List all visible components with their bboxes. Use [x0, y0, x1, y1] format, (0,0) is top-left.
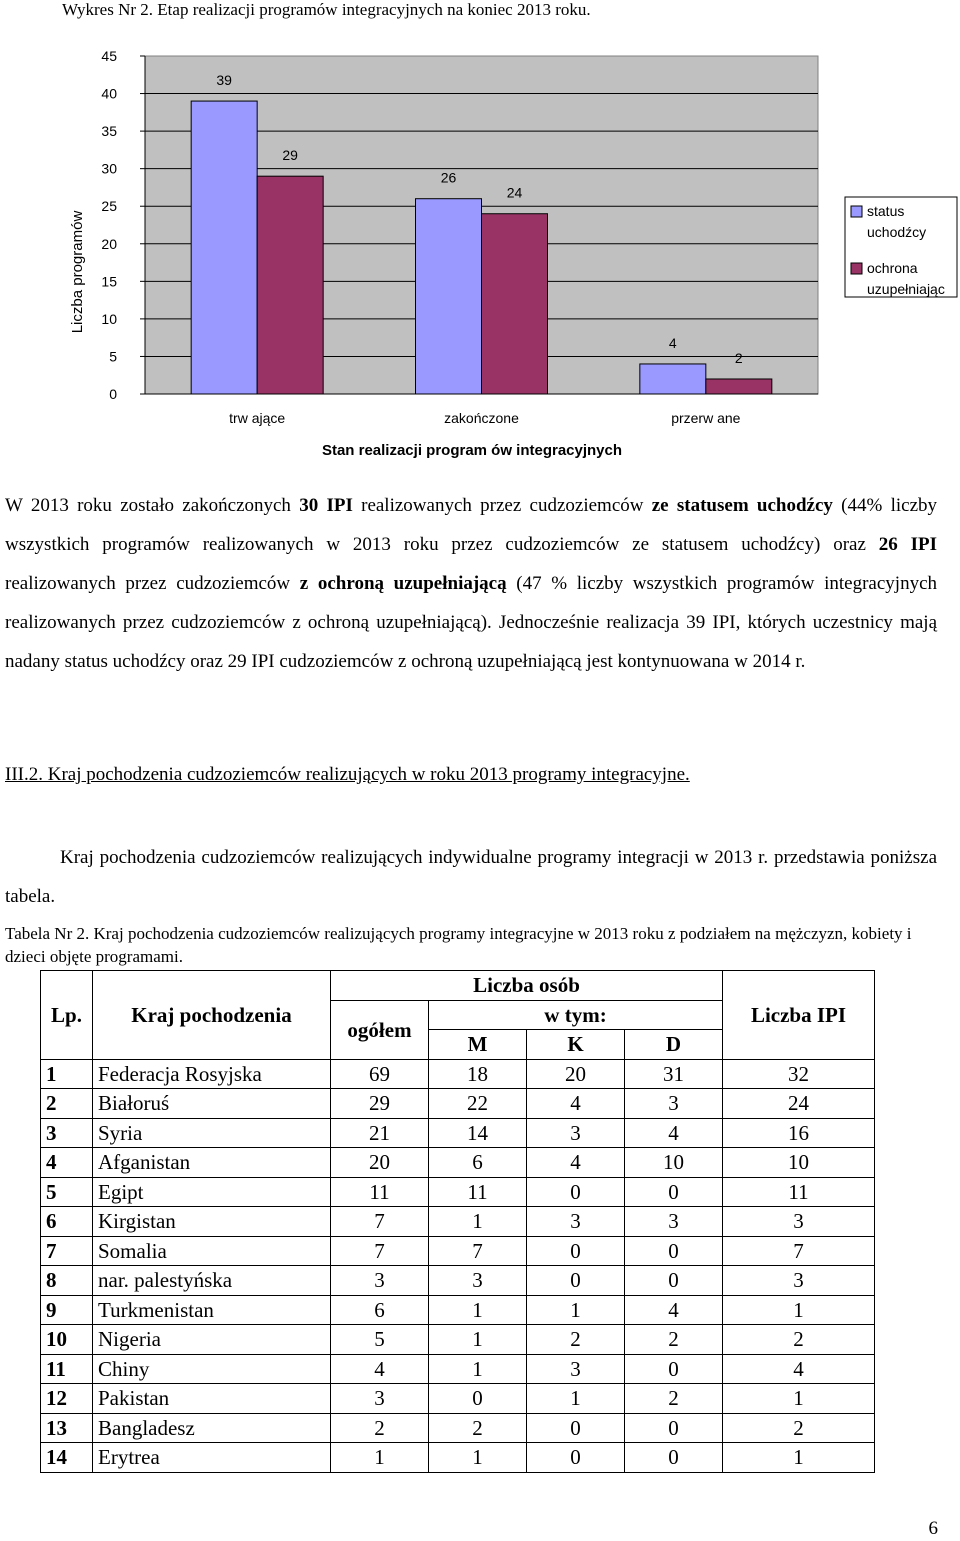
cell-value: 1	[331, 1443, 429, 1473]
y-tick-label: 0	[109, 386, 117, 402]
cell-value: 4	[625, 1118, 723, 1148]
cell-value: 3	[625, 1207, 723, 1237]
data-label: 29	[282, 147, 298, 164]
table-body	[41, 1059, 875, 1472]
cell-lp: 11	[41, 1354, 93, 1384]
cell-value: 20	[331, 1148, 429, 1178]
cell-value: 3	[527, 1354, 625, 1384]
cell-value: 3	[625, 1089, 723, 1119]
cell-value: 2	[625, 1325, 723, 1355]
bar	[191, 101, 257, 394]
y-tick-label: 30	[101, 160, 117, 177]
cell-value: 3	[723, 1207, 875, 1237]
p1-text-a: W 2013 roku zostało zakończonych	[5, 495, 300, 516]
cell-value: 3	[723, 1266, 875, 1296]
cell-value: 22	[429, 1089, 527, 1119]
cell-value: 0	[527, 1236, 625, 1266]
cell-value: 29	[331, 1089, 429, 1119]
cell-country: Afganistan	[93, 1148, 331, 1178]
cell-country: Kirgistan	[93, 1207, 331, 1237]
cell-value: 0	[625, 1413, 723, 1443]
table-row	[41, 1443, 875, 1473]
cell-value: 3	[331, 1384, 429, 1414]
cell-value: 1	[429, 1207, 527, 1237]
paragraph-summary	[5, 486, 937, 681]
x-tick-label: trw ające	[229, 410, 286, 426]
cell-value: 10	[723, 1148, 875, 1178]
header-m: M	[429, 1030, 527, 1060]
header-persons: Liczba osób	[331, 971, 723, 1001]
table-row	[41, 1236, 875, 1266]
y-tick-label: 35	[101, 123, 117, 140]
cell-value: 1	[723, 1443, 875, 1473]
legend-swatch	[851, 206, 862, 217]
legend-swatch	[851, 263, 862, 274]
cell-value: 21	[331, 1118, 429, 1148]
x-categories	[229, 410, 741, 426]
cell-value: 1	[429, 1295, 527, 1325]
p1-bold-refugee-status: ze statusem uchodźcy	[651, 495, 833, 516]
cell-value: 11	[429, 1177, 527, 1207]
y-tick-label: 20	[101, 235, 117, 252]
cell-value: 2	[331, 1413, 429, 1443]
data-label: 4	[668, 334, 677, 351]
x-tick-label: przerw ane	[671, 410, 741, 426]
y-tick-label: 10	[101, 310, 117, 327]
cell-value: 0	[625, 1443, 723, 1473]
header-k: K	[527, 1030, 625, 1060]
cell-value: 11	[331, 1177, 429, 1207]
cell-value: 7	[331, 1207, 429, 1237]
y-ticks	[101, 48, 145, 402]
table-row	[41, 1325, 875, 1355]
cell-value: 11	[723, 1177, 875, 1207]
paragraph-intro-table: Kraj pochodzenia cudzoziemców realizujących indywidualne programy integracji w 2013 r. przedstawia poniższa tabela.	[5, 847, 937, 907]
x-tick-label: zakończone	[444, 410, 519, 426]
cell-value: 20	[527, 1059, 625, 1089]
p1-bold-26ipi: 26 IPI	[878, 534, 937, 555]
legend-label: status	[867, 203, 905, 219]
bar	[482, 214, 548, 394]
table-row	[41, 1089, 875, 1119]
table-row	[41, 1207, 875, 1237]
cell-value: 4	[625, 1295, 723, 1325]
cell-country: Chiny	[93, 1354, 331, 1384]
cell-country: Turkmenistan	[93, 1295, 331, 1325]
figure-caption: Wykres Nr 2. Etap realizacji programów integracyjnych na koniec 2013 roku.	[62, 0, 591, 19]
cell-value: 16	[723, 1118, 875, 1148]
p1-text-e: (44% liczby wszystkich programów realizowanych w 2013 roku przez cudzoziemców ze statusem uchodźcy) oraz	[5, 495, 938, 555]
cell-lp: 5	[41, 1177, 93, 1207]
table-header-row-1	[41, 971, 875, 1001]
cell-country: nar. palestyńska	[93, 1266, 331, 1296]
bar	[706, 379, 772, 394]
cell-value: 0	[625, 1354, 723, 1384]
cell-lp: 6	[41, 1207, 93, 1237]
cell-country: Białoruś	[93, 1089, 331, 1119]
p1-bold-30ipi: 30 IPI	[299, 495, 353, 516]
cell-value: 0	[527, 1266, 625, 1296]
cell-lp: 8	[41, 1266, 93, 1296]
cell-value: 2	[723, 1325, 875, 1355]
cell-value: 7	[331, 1236, 429, 1266]
bar	[416, 199, 482, 394]
cell-value: 1	[527, 1295, 625, 1325]
y-tick-label: 5	[109, 348, 117, 365]
table-row	[41, 1266, 875, 1296]
cell-value: 31	[625, 1059, 723, 1089]
cell-value: 2	[429, 1413, 527, 1443]
cell-value: 4	[527, 1148, 625, 1178]
cell-value: 0	[625, 1236, 723, 1266]
cell-lp: 14	[41, 1443, 93, 1473]
cell-country: Federacja Rosyjska	[93, 1059, 331, 1089]
y-tick-label: 15	[101, 273, 117, 290]
cell-value: 1	[723, 1384, 875, 1414]
cell-value: 0	[429, 1384, 527, 1414]
table-row	[41, 1384, 875, 1414]
cell-value: 1	[429, 1325, 527, 1355]
cell-value: 6	[429, 1148, 527, 1178]
cell-lp: 9	[41, 1295, 93, 1325]
table-row	[41, 1059, 875, 1089]
data-label: 39	[216, 72, 232, 89]
country-table	[40, 970, 875, 1473]
cell-value: 1	[429, 1354, 527, 1384]
cell-country: Erytrea	[93, 1443, 331, 1473]
table-row	[41, 1295, 875, 1325]
table-row	[41, 1177, 875, 1207]
cell-lp: 12	[41, 1384, 93, 1414]
cell-value: 4	[331, 1354, 429, 1384]
header-d: D	[625, 1030, 723, 1060]
cell-lp: 1	[41, 1059, 93, 1089]
p1-bold-subsidiary-protection: z ochroną uzupełniającą	[299, 573, 507, 594]
table-row	[41, 1118, 875, 1148]
x-axis-label: Stan realizacji program ów integracyjnych	[321, 442, 623, 459]
cell-value: 3	[527, 1118, 625, 1148]
cell-value: 69	[331, 1059, 429, 1089]
cell-value: 3	[527, 1207, 625, 1237]
data-label: 24	[506, 184, 523, 201]
cell-value: 0	[527, 1177, 625, 1207]
data-label: 26	[440, 169, 457, 186]
page-number: 6	[928, 1518, 938, 1539]
cell-value: 0	[527, 1443, 625, 1473]
header-total: ogółem	[331, 1000, 429, 1059]
cell-value: 10	[625, 1148, 723, 1178]
cell-country: Somalia	[93, 1236, 331, 1266]
header-lp: Lp.	[41, 971, 93, 1060]
cell-value: 3	[331, 1266, 429, 1296]
cell-value: 0	[625, 1177, 723, 1207]
cell-value: 24	[723, 1089, 875, 1119]
table-row	[41, 1413, 875, 1443]
cell-country: Egipt	[93, 1177, 331, 1207]
cell-value: 2	[527, 1325, 625, 1355]
cell-value: 7	[723, 1236, 875, 1266]
legend-label: uzupełniając	[867, 281, 945, 297]
cell-value: 32	[723, 1059, 875, 1089]
header-country: Kraj pochodzenia	[93, 971, 331, 1060]
cell-lp: 10	[41, 1325, 93, 1355]
header-of-which: w tym:	[429, 1000, 723, 1030]
cell-value: 5	[331, 1325, 429, 1355]
cell-country: Nigeria	[93, 1325, 331, 1355]
p1-text-i: (47 % liczby wszystkich programów integracyjnych realizowanych przez cudzoziemców z ochroną uzupełniającą). Jednocześnie realizacja 39 IPI, których uczestnicy mają nadany status uchodźcy oraz 29 IPI cudzoziemców z ochroną uzupełniającą jest kontynuowana w 2014 r.	[5, 573, 937, 672]
cell-value: 0	[527, 1413, 625, 1443]
y-tick-label: 25	[101, 198, 117, 215]
table-row	[41, 1148, 875, 1178]
cell-value: 4	[723, 1354, 875, 1384]
section-title: III.2. Kraj pochodzenia cudzoziemców realizujących w roku 2013 programy integracyjne.	[5, 764, 690, 785]
table-caption: Tabela Nr 2. Kraj pochodzenia cudzoziemców realizujących programy integracyjne w 2013 roku z podziałem na mężczyzn, kobiety i dzieci objęte programami.	[5, 924, 912, 966]
cell-lp: 4	[41, 1148, 93, 1178]
cell-value: 2	[723, 1413, 875, 1443]
bar-chart	[0, 40, 960, 470]
cell-lp: 13	[41, 1413, 93, 1443]
y-tick-label: 45	[101, 48, 117, 64]
cell-value: 18	[429, 1059, 527, 1089]
p1-text-g: realizowanych przez cudzoziemców	[5, 573, 300, 594]
legend-label: uchodźcy	[867, 224, 927, 240]
cell-country: Pakistan	[93, 1384, 331, 1414]
cell-value: 1	[723, 1295, 875, 1325]
cell-value: 1	[527, 1384, 625, 1414]
cell-lp: 3	[41, 1118, 93, 1148]
p1-text-c: realizowanych przez cudzoziemców	[352, 495, 652, 516]
cell-value: 4	[527, 1089, 625, 1119]
data-label: 2	[734, 349, 743, 366]
cell-value: 14	[429, 1118, 527, 1148]
cell-value: 3	[429, 1266, 527, 1296]
bar	[257, 176, 323, 394]
legend-label: ochrona	[867, 260, 918, 276]
cell-lp: 7	[41, 1236, 93, 1266]
cell-country: Syria	[93, 1118, 331, 1148]
table-row	[41, 1354, 875, 1384]
cell-country: Bangladesz	[93, 1413, 331, 1443]
cell-lp: 2	[41, 1089, 93, 1119]
cell-value: 7	[429, 1236, 527, 1266]
y-tick-label: 40	[101, 85, 117, 102]
cell-value: 0	[625, 1266, 723, 1296]
header-ipi: Liczba IPI	[723, 971, 875, 1060]
cell-value: 2	[625, 1384, 723, 1414]
bar	[640, 364, 706, 394]
legend	[845, 197, 957, 297]
cell-value: 6	[331, 1295, 429, 1325]
y-axis-label: Liczba programów	[69, 210, 86, 334]
cell-value: 1	[429, 1443, 527, 1473]
